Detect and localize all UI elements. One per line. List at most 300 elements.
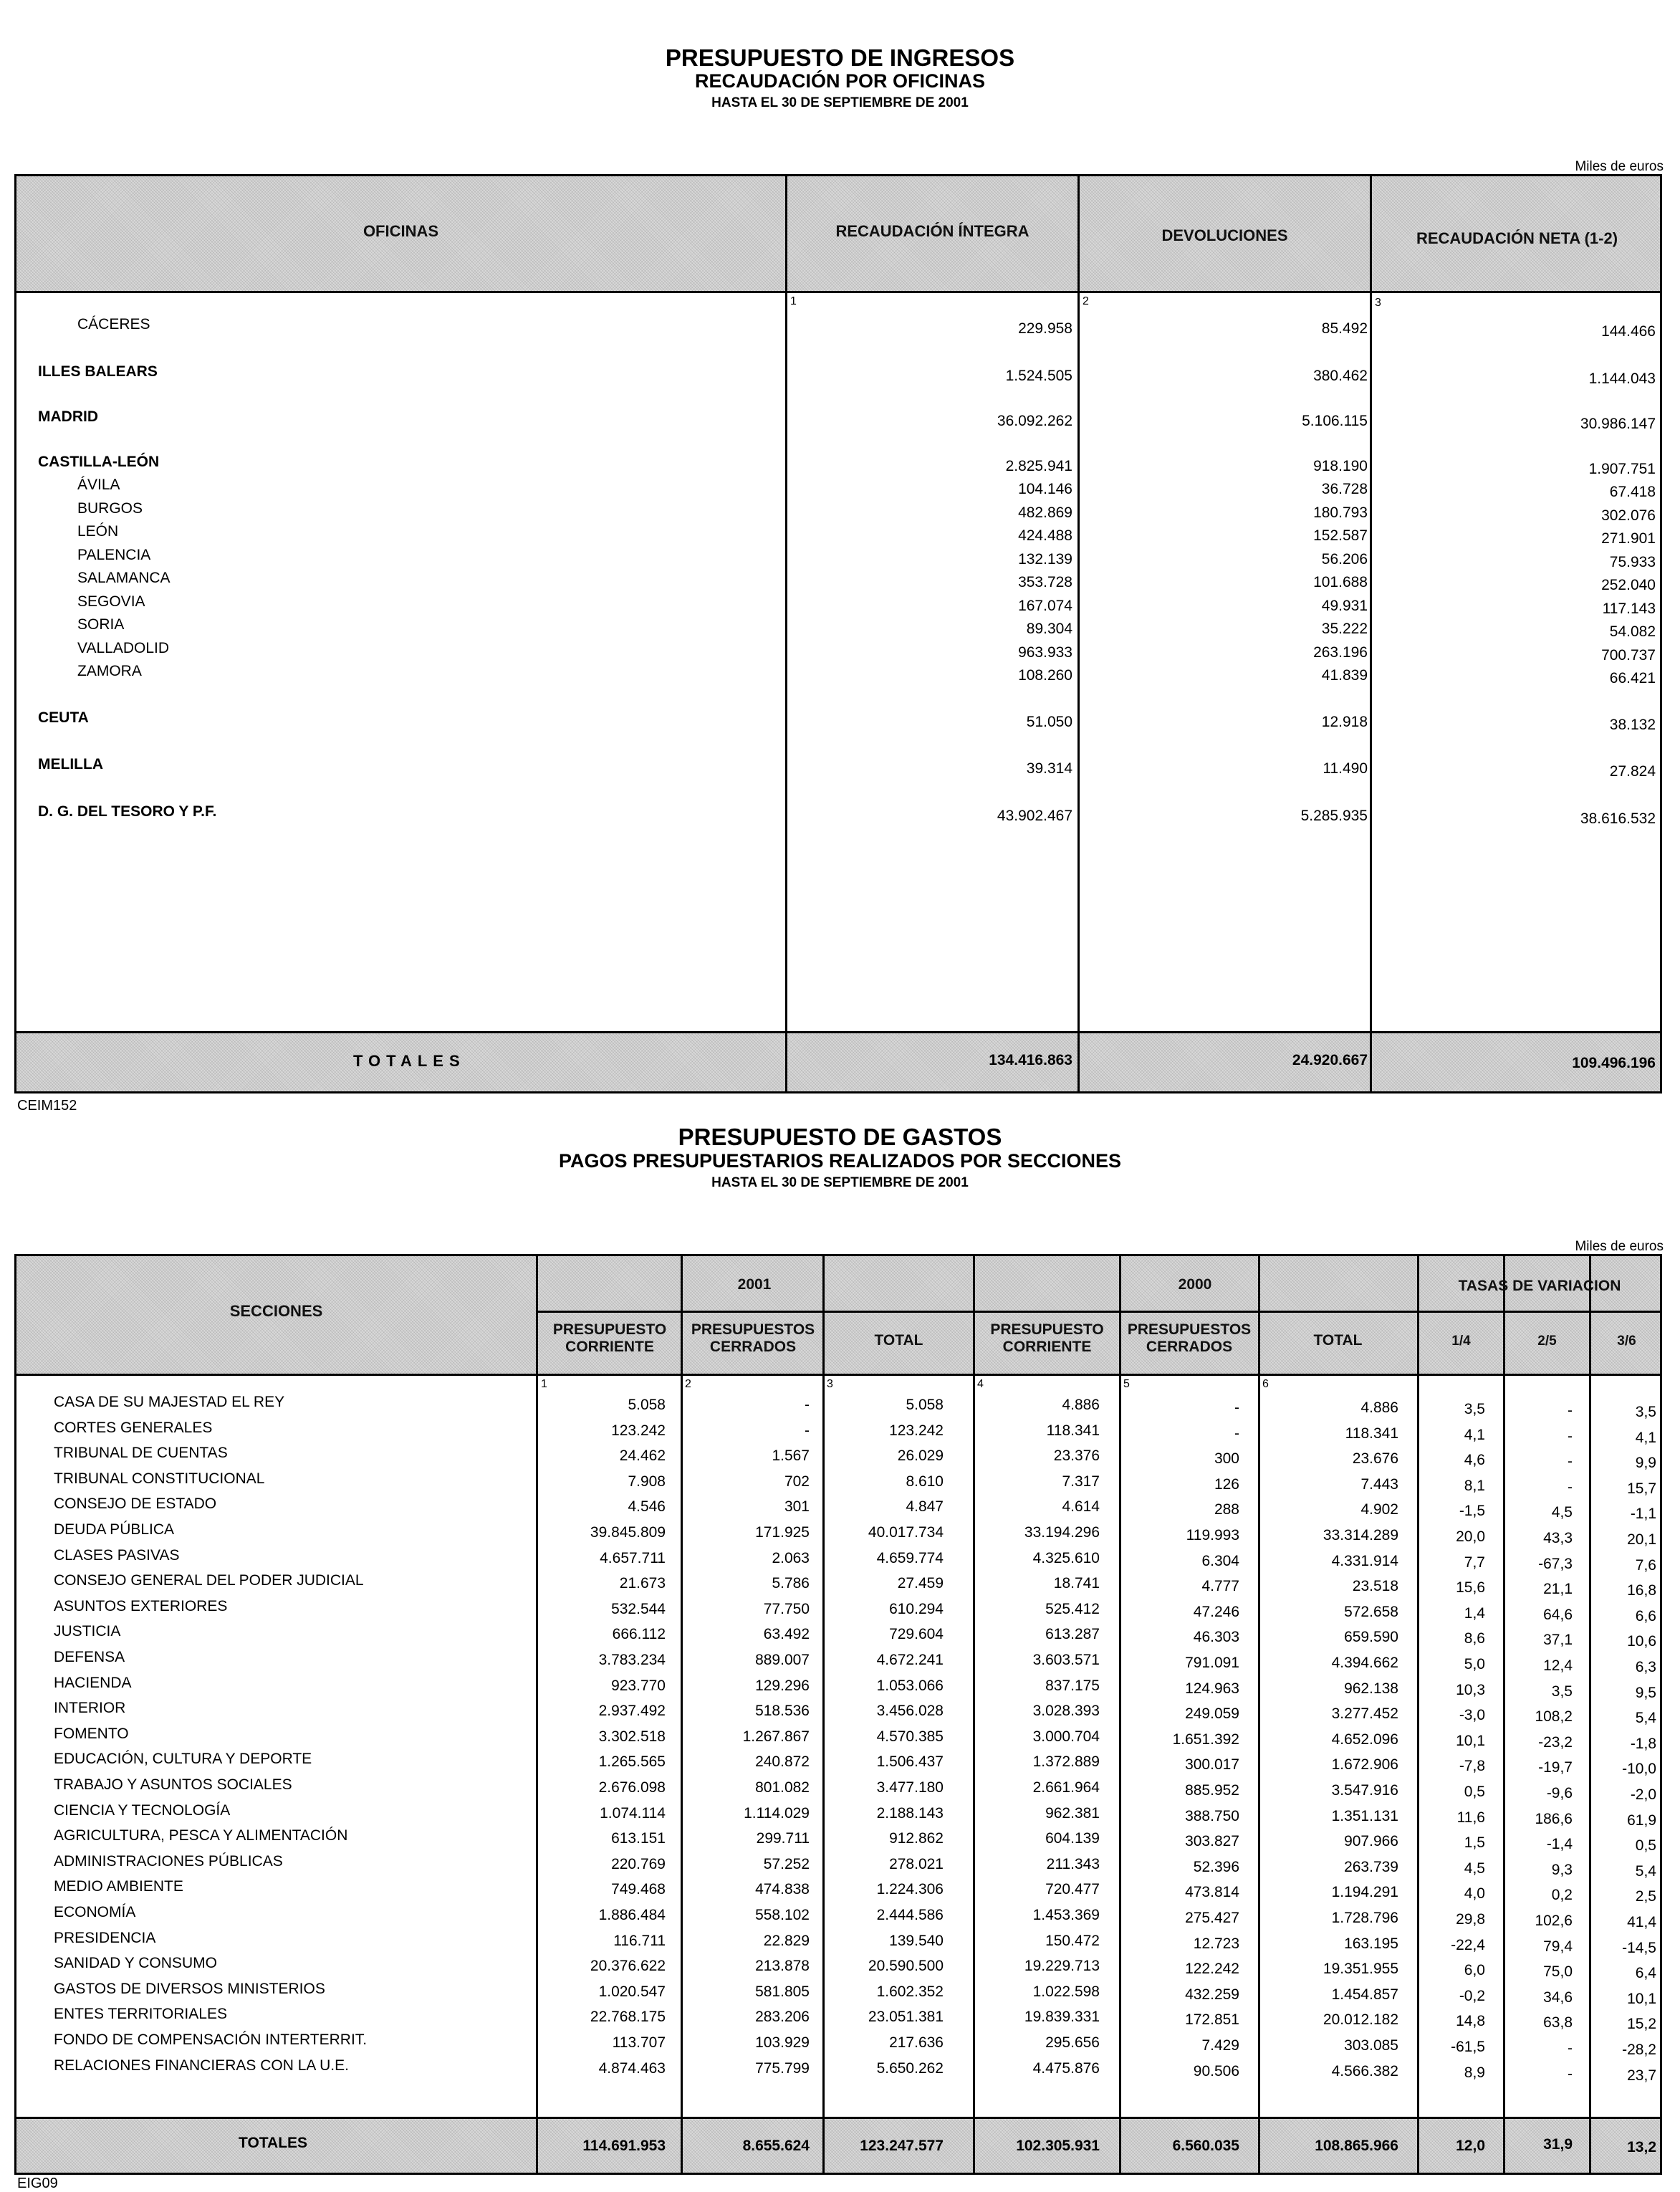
- section-name: JUSTICIA: [54, 1623, 121, 1640]
- closed-2000: -: [1234, 1399, 1239, 1416]
- rate-3-6: 61,9: [1627, 1811, 1656, 1829]
- header-closed-2001: PRESUPUESTOS CERRADOS: [691, 1321, 815, 1355]
- rate-1-4: 7,7: [1464, 1554, 1485, 1571]
- rate-2-5: 108,2: [1535, 1708, 1573, 1726]
- section-name: INTERIOR: [54, 1700, 126, 1717]
- income-row: [16, 593, 1660, 615]
- current-2000: 18.741: [1053, 1575, 1100, 1592]
- gross-value: 2.825.941: [1005, 458, 1072, 474]
- closed-2000: 52.396: [1193, 1858, 1239, 1875]
- col-number: 4: [977, 1378, 984, 1390]
- rate-1-4: -7,8: [1459, 1758, 1485, 1775]
- current-2001: 22.768.175: [590, 2009, 666, 2026]
- net-value: 75.933: [1609, 554, 1656, 570]
- gross-value: 132.139: [1018, 551, 1072, 568]
- income-total-gross: 134.416.863: [989, 1052, 1072, 1068]
- total-2000: 4.566.382: [1331, 2062, 1398, 2079]
- current-2001: 923.770: [611, 1677, 666, 1694]
- section-name: FOMENTO: [54, 1725, 129, 1742]
- gross-value: 1.524.505: [1005, 368, 1072, 384]
- gross-value: 104.146: [1018, 481, 1072, 497]
- income-row: [16, 640, 1660, 664]
- total-2001: 2.444.586: [876, 1907, 944, 1923]
- expense-row: [16, 1546, 1660, 1574]
- closed-2001: 474.838: [755, 1881, 810, 1898]
- header-rate-2-5: 2/5: [1537, 1334, 1557, 1349]
- header-rate-3-6: 3/6: [1617, 1334, 1636, 1349]
- current-2000: 4.325.610: [1032, 1549, 1100, 1566]
- section-name: SANIDAD Y CONSUMO: [54, 1955, 217, 1972]
- office-name: MELILLA: [38, 756, 103, 772]
- closed-2000: 288: [1214, 1501, 1239, 1518]
- income-row: [16, 477, 1660, 498]
- col-number: 5: [1123, 1378, 1130, 1390]
- current-2000: 4.886: [1062, 1397, 1100, 1413]
- closed-2001: 283.206: [755, 2009, 810, 2026]
- rate-1-4: 15,6: [1456, 1579, 1485, 1597]
- rate-1-4: 8,6: [1464, 1630, 1485, 1647]
- rate-1-4: 4,1: [1464, 1426, 1485, 1443]
- current-2000: 19.229.713: [1024, 1958, 1100, 1975]
- total-2001: 2.188.143: [876, 1804, 944, 1822]
- current-2001: 7.908: [628, 1473, 666, 1490]
- gross-value: 39.314: [1026, 760, 1072, 777]
- total-2001: 1.053.066: [876, 1677, 944, 1694]
- closed-2000: 7.429: [1201, 2037, 1239, 2054]
- total-2001: 1.602.352: [876, 1983, 944, 2000]
- refunds-value: 35.222: [1321, 621, 1368, 637]
- closed-2001: 171.925: [755, 1524, 810, 1541]
- header-closed-2000: PRESUPUESTOS CERRADOS: [1127, 1321, 1252, 1355]
- refunds-value: 918.190: [1313, 458, 1368, 474]
- section-name: TRIBUNAL CONSTITUCIONAL: [54, 1470, 265, 1487]
- income-row: [16, 363, 1660, 385]
- total-2001: 26.029: [897, 1447, 944, 1465]
- header-rate-1-4: 1/4: [1451, 1334, 1471, 1349]
- income-totals-label: TOTALES: [353, 1052, 466, 1070]
- income-table-totals-row: [16, 1033, 1660, 1091]
- income-units: Miles de euros: [1575, 159, 1664, 174]
- rate-2-5: 43,3: [1543, 1530, 1573, 1546]
- gross-value: 108.260: [1018, 667, 1072, 684]
- expenses-total-v2: 8.655.624: [742, 2138, 810, 2154]
- current-2001: 4.657.711: [600, 1549, 666, 1566]
- income-row: [16, 709, 1660, 731]
- rate-2-5: 63,8: [1543, 2014, 1573, 2031]
- closed-2001: 129.296: [755, 1677, 810, 1694]
- expense-row: [16, 1445, 1660, 1472]
- section-name: DEFENSA: [54, 1649, 125, 1665]
- rate-3-6: 3,5: [1635, 1404, 1656, 1420]
- refunds-value: 263.196: [1313, 644, 1368, 661]
- current-2000: 295.656: [1045, 2034, 1100, 2051]
- gross-value: 229.958: [1018, 320, 1072, 337]
- total-2000: 1.194.291: [1331, 1884, 1398, 1901]
- closed-2001: 1.267.867: [742, 1728, 810, 1745]
- refunds-value: 180.793: [1313, 504, 1368, 521]
- expenses-table: [14, 1254, 1662, 2175]
- col-number: 1: [790, 295, 797, 307]
- rate-2-5: 34,6: [1543, 1988, 1573, 2006]
- rate-2-5: -9,6: [1546, 1785, 1573, 1801]
- rate-1-4: -0,2: [1459, 1987, 1485, 2004]
- net-value: 302.076: [1601, 507, 1656, 524]
- current-2000: 525.412: [1045, 1600, 1100, 1617]
- rate-2-5: 75,0: [1543, 1963, 1573, 1981]
- total-2001: 5.650.262: [876, 2059, 944, 2077]
- income-row: [16, 454, 1660, 475]
- col-number: 2: [685, 1378, 691, 1390]
- total-2001: 1.224.306: [876, 1881, 944, 1898]
- expense-row: [16, 1700, 1660, 1727]
- header-year-2001: 2001: [737, 1276, 772, 1293]
- expense-row: [16, 1751, 1660, 1778]
- closed-2000: 119.993: [1186, 1527, 1239, 1544]
- closed-2001: -: [805, 1397, 810, 1413]
- expense-row: [16, 1929, 1660, 1956]
- refunds-value: 152.587: [1313, 527, 1368, 544]
- income-row: [16, 523, 1660, 545]
- expense-row: [16, 1623, 1660, 1650]
- office-name: ILLES BALEARS: [38, 363, 158, 380]
- rate-3-6: 5,4: [1635, 1862, 1656, 1880]
- office-name: ZAMORA: [77, 663, 142, 679]
- closed-2000: 791.091: [1185, 1655, 1239, 1671]
- section-name: ECONOMÍA: [54, 1904, 136, 1920]
- section-name: CASA DE SU MAJESTAD EL REY: [54, 1394, 285, 1410]
- rate-1-4: 4,6: [1464, 1452, 1485, 1469]
- gross-value: 43.902.467: [997, 808, 1072, 824]
- rate-2-5: 102,6: [1535, 1913, 1573, 1929]
- total-2000: 20.012.182: [1323, 2011, 1398, 2029]
- rate-1-4: 3,5: [1464, 1401, 1485, 1417]
- total-2000: 118.341: [1345, 1425, 1398, 1442]
- total-2000: 23.676: [1352, 1450, 1398, 1468]
- total-2001: 4.659.774: [876, 1549, 944, 1566]
- closed-2000: 300: [1214, 1450, 1239, 1468]
- closed-2000: 249.059: [1185, 1705, 1239, 1723]
- total-2001: 40.017.734: [868, 1524, 944, 1541]
- net-value: 38.616.532: [1580, 810, 1656, 827]
- closed-2000: 172.851: [1185, 2011, 1239, 2029]
- rate-2-5: 79,4: [1543, 1938, 1573, 1955]
- rate-3-6: 6,4: [1635, 1965, 1656, 1982]
- expenses-code: EIG09: [17, 2176, 58, 2191]
- header-secciones: SECCIONES: [229, 1302, 323, 1320]
- closed-2001: 558.102: [755, 1907, 810, 1923]
- current-2000: 7.317: [1062, 1473, 1100, 1490]
- section-name: ENTES TERRITORIALES: [54, 2006, 227, 2023]
- header-refunds: DEVOLUCIONES: [1161, 226, 1288, 244]
- total-2000: 7.443: [1360, 1475, 1398, 1493]
- income-period: HASTA EL 30 DE SEPTIEMBRE DE 2001: [711, 95, 969, 110]
- rate-2-5: 21,1: [1543, 1581, 1573, 1598]
- expense-row: [16, 1852, 1660, 1880]
- office-name: VALLADOLID: [77, 640, 169, 656]
- closed-2000: 473.814: [1185, 1884, 1239, 1901]
- total-2001: 4.847: [906, 1498, 944, 1516]
- income-total-refunds: 24.920.667: [1292, 1052, 1368, 1068]
- total-2000: 303.085: [1344, 2037, 1398, 2054]
- rate-3-6: 6,3: [1635, 1659, 1656, 1675]
- rate-1-4: -3,0: [1459, 1707, 1485, 1724]
- section-name: TRIBUNAL DE CUENTAS: [54, 1445, 228, 1462]
- expense-row: [16, 1827, 1660, 1854]
- office-name: BURGOS: [77, 500, 143, 517]
- income-code: CEIM152: [17, 1098, 77, 1114]
- expense-row: [16, 1470, 1660, 1497]
- section-name: GASTOS DE DIVERSOS MINISTERIOS: [54, 1980, 325, 1997]
- expenses-total-r14: 12,0: [1456, 2138, 1485, 2154]
- rate-1-4: 8,9: [1464, 2064, 1485, 2081]
- expense-row: [16, 1776, 1660, 1803]
- expenses-total-r36: 13,2: [1627, 2139, 1656, 2155]
- current-2000: 1.022.598: [1032, 1983, 1100, 2000]
- section-name: RELACIONES FINANCIERAS CON LA U.E.: [54, 2057, 349, 2074]
- expense-row: [16, 2057, 1660, 2084]
- closed-2000: 46.303: [1193, 1629, 1239, 1646]
- current-2001: 1.886.484: [598, 1907, 666, 1923]
- current-2001: 4.874.463: [598, 2059, 666, 2077]
- total-2001: 4.570.385: [876, 1728, 944, 1745]
- expense-row: [16, 1955, 1660, 1982]
- total-2000: 3.547.916: [1331, 1782, 1398, 1799]
- section-name: EDUCACIÓN, CULTURA Y DEPORTE: [54, 1751, 312, 1768]
- closed-2001: 518.536: [755, 1703, 810, 1720]
- header-current-2001: PRESUPUESTO CORRIENTE: [552, 1321, 667, 1355]
- expense-row: [16, 1674, 1660, 1701]
- section-name: CIENCIA Y TECNOLOGÍA: [54, 1801, 231, 1819]
- net-value: 144.466: [1601, 323, 1656, 340]
- rate-3-6: 41,4: [1627, 1914, 1656, 1930]
- rate-2-5: -: [1568, 1478, 1573, 1495]
- rate-1-4: -61,5: [1451, 2039, 1485, 2055]
- refunds-value: 36.728: [1321, 481, 1368, 497]
- current-2000: 150.472: [1045, 1932, 1100, 1949]
- total-2000: 3.277.452: [1331, 1705, 1398, 1723]
- gross-value: 963.933: [1018, 644, 1072, 661]
- total-2001: 23.051.381: [868, 2009, 944, 2026]
- rate-2-5: 186,6: [1535, 1810, 1573, 1827]
- rate-2-5: -: [1568, 2040, 1573, 2057]
- rate-1-4: 4,0: [1464, 1885, 1485, 1903]
- closed-2001: 581.805: [755, 1983, 810, 2000]
- office-name: CASTILLA-LEÓN: [38, 454, 160, 470]
- total-2001: 4.672.241: [876, 1652, 944, 1668]
- net-value: 30.986.147: [1580, 416, 1656, 432]
- gross-value: 482.869: [1018, 504, 1072, 521]
- rate-3-6: 9,5: [1635, 1684, 1656, 1701]
- current-2001: 532.544: [611, 1600, 666, 1617]
- income-row: [16, 803, 1660, 825]
- office-name: CEUTA: [38, 709, 89, 726]
- net-value: 252.040: [1601, 577, 1656, 593]
- total-2000: 659.590: [1344, 1629, 1398, 1646]
- expense-row: [16, 1419, 1660, 1446]
- rate-2-5: -: [1568, 1402, 1573, 1419]
- total-2001: 3.456.028: [876, 1703, 944, 1720]
- rate-3-6: -2,0: [1630, 1786, 1656, 1803]
- current-2000: 19.839.331: [1024, 2009, 1100, 2026]
- total-2001: 729.604: [889, 1626, 944, 1643]
- expenses-totals-label: TOTALES: [239, 2135, 308, 2151]
- current-2001: 613.151: [611, 1830, 666, 1847]
- closed-2001: 2.063: [772, 1549, 810, 1566]
- rate-1-4: 11,6: [1456, 1809, 1485, 1826]
- closed-2000: 90.506: [1193, 2062, 1239, 2079]
- current-2000: 33.194.296: [1024, 1524, 1100, 1541]
- section-name: MEDIO AMBIENTE: [54, 1878, 183, 1895]
- office-name: CÁCERES: [77, 316, 150, 332]
- net-value: 38.132: [1609, 717, 1656, 733]
- refunds-value: 5.106.115: [1302, 413, 1368, 429]
- current-2001: 113.707: [612, 2034, 666, 2051]
- closed-2000: -: [1234, 1425, 1239, 1442]
- refunds-value: 11.490: [1323, 760, 1368, 777]
- closed-2000: 126: [1214, 1475, 1239, 1493]
- rate-1-4: 1,5: [1464, 1834, 1485, 1852]
- total-2000: 4.331.914: [1331, 1552, 1398, 1569]
- expenses-subtitle: PAGOS PRESUPUESTARIOS REALIZADOS POR SECCIONES: [558, 1150, 1122, 1172]
- rate-2-5: 3,5: [1551, 1683, 1573, 1700]
- total-2000: 1.728.796: [1331, 1910, 1398, 1926]
- closed-2000: 124.963: [1185, 1680, 1239, 1697]
- total-2001: 123.242: [889, 1422, 944, 1439]
- current-2000: 118.341: [1046, 1422, 1100, 1439]
- section-name: FONDO DE COMPENSACIÓN INTERTERRIT.: [54, 2031, 368, 2048]
- section-name: CLASES PASIVAS: [54, 1546, 180, 1564]
- closed-2000: 122.242: [1185, 1961, 1239, 1978]
- income-table: [14, 174, 1662, 1093]
- closed-2000: 6.304: [1201, 1552, 1239, 1569]
- total-2000: 23.518: [1352, 1578, 1398, 1595]
- rate-1-4: 0,5: [1464, 1784, 1485, 1800]
- rate-2-5: 12,4: [1543, 1657, 1573, 1674]
- current-2001: 220.769: [611, 1855, 666, 1872]
- rate-2-5: 37,1: [1543, 1632, 1573, 1649]
- gross-value: 51.050: [1026, 714, 1072, 730]
- closed-2001: 1.114.029: [744, 1804, 810, 1822]
- refunds-value: 101.688: [1313, 574, 1368, 590]
- net-value: 66.421: [1609, 670, 1656, 686]
- closed-2001: 103.929: [755, 2034, 810, 2051]
- total-2000: 907.966: [1344, 1833, 1398, 1850]
- total-2001: 8.610: [906, 1473, 944, 1490]
- expenses-period: HASTA EL 30 DE SEPTIEMBRE DE 2001: [711, 1175, 969, 1190]
- expense-row: [16, 1801, 1660, 1829]
- section-name: CONSEJO GENERAL DEL PODER JUDICIAL: [54, 1572, 364, 1589]
- expenses-title: PRESUPUESTO DE GASTOS: [678, 1124, 1002, 1150]
- current-2000: 3.603.571: [1032, 1652, 1100, 1668]
- rate-3-6: -10,0: [1622, 1761, 1656, 1778]
- current-2000: 4.475.876: [1032, 2059, 1100, 2077]
- rate-3-6: 7,6: [1635, 1556, 1656, 1574]
- rate-2-5: -: [1568, 1453, 1573, 1470]
- col-number: 2: [1083, 295, 1089, 307]
- net-value: 67.418: [1609, 484, 1656, 500]
- refunds-value: 85.492: [1321, 320, 1368, 337]
- income-row: [16, 570, 1660, 591]
- closed-2000: 303.827: [1185, 1833, 1239, 1850]
- closed-2001: -: [805, 1422, 810, 1439]
- refunds-value: 41.839: [1321, 667, 1368, 684]
- current-2000: 604.139: [1045, 1830, 1100, 1847]
- current-2001: 39.845.809: [590, 1524, 666, 1541]
- col-number: 3: [827, 1378, 833, 1390]
- current-2000: 2.661.964: [1032, 1779, 1100, 1796]
- closed-2001: 702: [784, 1473, 810, 1490]
- rate-3-6: 10,1: [1627, 1990, 1656, 2007]
- current-2000: 1.372.889: [1032, 1753, 1100, 1771]
- office-name: D. G. DEL TESORO Y P.F.: [38, 803, 217, 820]
- gross-value: 36.092.262: [997, 413, 1072, 429]
- current-2001: 1.020.547: [598, 1983, 666, 2000]
- closed-2001: 299.711: [756, 1830, 810, 1847]
- current-2001: 116.711: [613, 1932, 666, 1949]
- total-2000: 4.886: [1360, 1399, 1398, 1416]
- total-2001: 217.636: [889, 2034, 944, 2051]
- current-2001: 1.074.114: [600, 1804, 666, 1822]
- current-2001: 20.376.622: [590, 1958, 666, 1975]
- total-2000: 263.739: [1344, 1858, 1398, 1875]
- total-2001: 3.477.180: [876, 1779, 944, 1796]
- rate-3-6: -28,2: [1622, 2042, 1656, 2058]
- current-2000: 3.028.393: [1032, 1703, 1100, 1720]
- net-value: 1.144.043: [1588, 370, 1656, 387]
- rate-3-6: -14,5: [1622, 1939, 1656, 1956]
- expense-row: [16, 1394, 1660, 1420]
- current-2000: 3.000.704: [1032, 1728, 1100, 1745]
- current-2001: 123.242: [611, 1422, 666, 1439]
- closed-2000: 1.651.392: [1172, 1731, 1239, 1748]
- office-name: SEGOVIA: [77, 593, 145, 610]
- refunds-value: 12.918: [1321, 714, 1368, 730]
- income-row: [16, 500, 1660, 522]
- rate-3-6: 15,2: [1627, 2016, 1656, 2033]
- rate-3-6: 6,6: [1635, 1607, 1656, 1624]
- col-number: 3: [1375, 297, 1381, 309]
- rate-1-4: 1,4: [1464, 1604, 1485, 1622]
- section-name: AGRICULTURA, PESCA Y ALIMENTACIÓN: [54, 1827, 348, 1844]
- rate-2-5: 64,6: [1543, 1606, 1573, 1623]
- rate-2-5: -23,2: [1538, 1733, 1573, 1751]
- rate-3-6: 2,5: [1635, 1888, 1656, 1905]
- rate-2-5: 4,5: [1551, 1504, 1573, 1521]
- refunds-value: 56.206: [1321, 551, 1368, 568]
- header-rates: TASAS DE VARIACION: [1458, 1278, 1621, 1294]
- header-oficinas: OFICINAS: [363, 222, 439, 240]
- expenses-total-v4: 102.305.931: [1016, 2138, 1100, 2154]
- refunds-value: 380.462: [1313, 368, 1368, 384]
- current-2001: 1.265.565: [598, 1753, 666, 1771]
- expense-row: [16, 1649, 1660, 1675]
- total-2001: 912.862: [889, 1830, 944, 1847]
- total-2001: 1.506.437: [876, 1753, 944, 1771]
- current-2000: 23.376: [1053, 1447, 1100, 1465]
- closed-2000: 47.246: [1193, 1603, 1239, 1620]
- header-gross: RECAUDACIÓN ÍNTEGRA: [835, 222, 1029, 240]
- closed-2000: 388.750: [1185, 1807, 1239, 1824]
- current-2000: 962.381: [1045, 1804, 1100, 1822]
- total-2000: 962.138: [1344, 1680, 1398, 1697]
- current-2000: 837.175: [1045, 1677, 1100, 1694]
- rate-1-4: 14,8: [1456, 2013, 1485, 2030]
- closed-2001: 301: [784, 1498, 810, 1516]
- net-value: 1.907.751: [1588, 461, 1656, 477]
- section-name: CONSEJO DE ESTADO: [54, 1495, 217, 1513]
- current-2000: 720.477: [1045, 1881, 1100, 1898]
- net-value: 271.901: [1601, 530, 1656, 547]
